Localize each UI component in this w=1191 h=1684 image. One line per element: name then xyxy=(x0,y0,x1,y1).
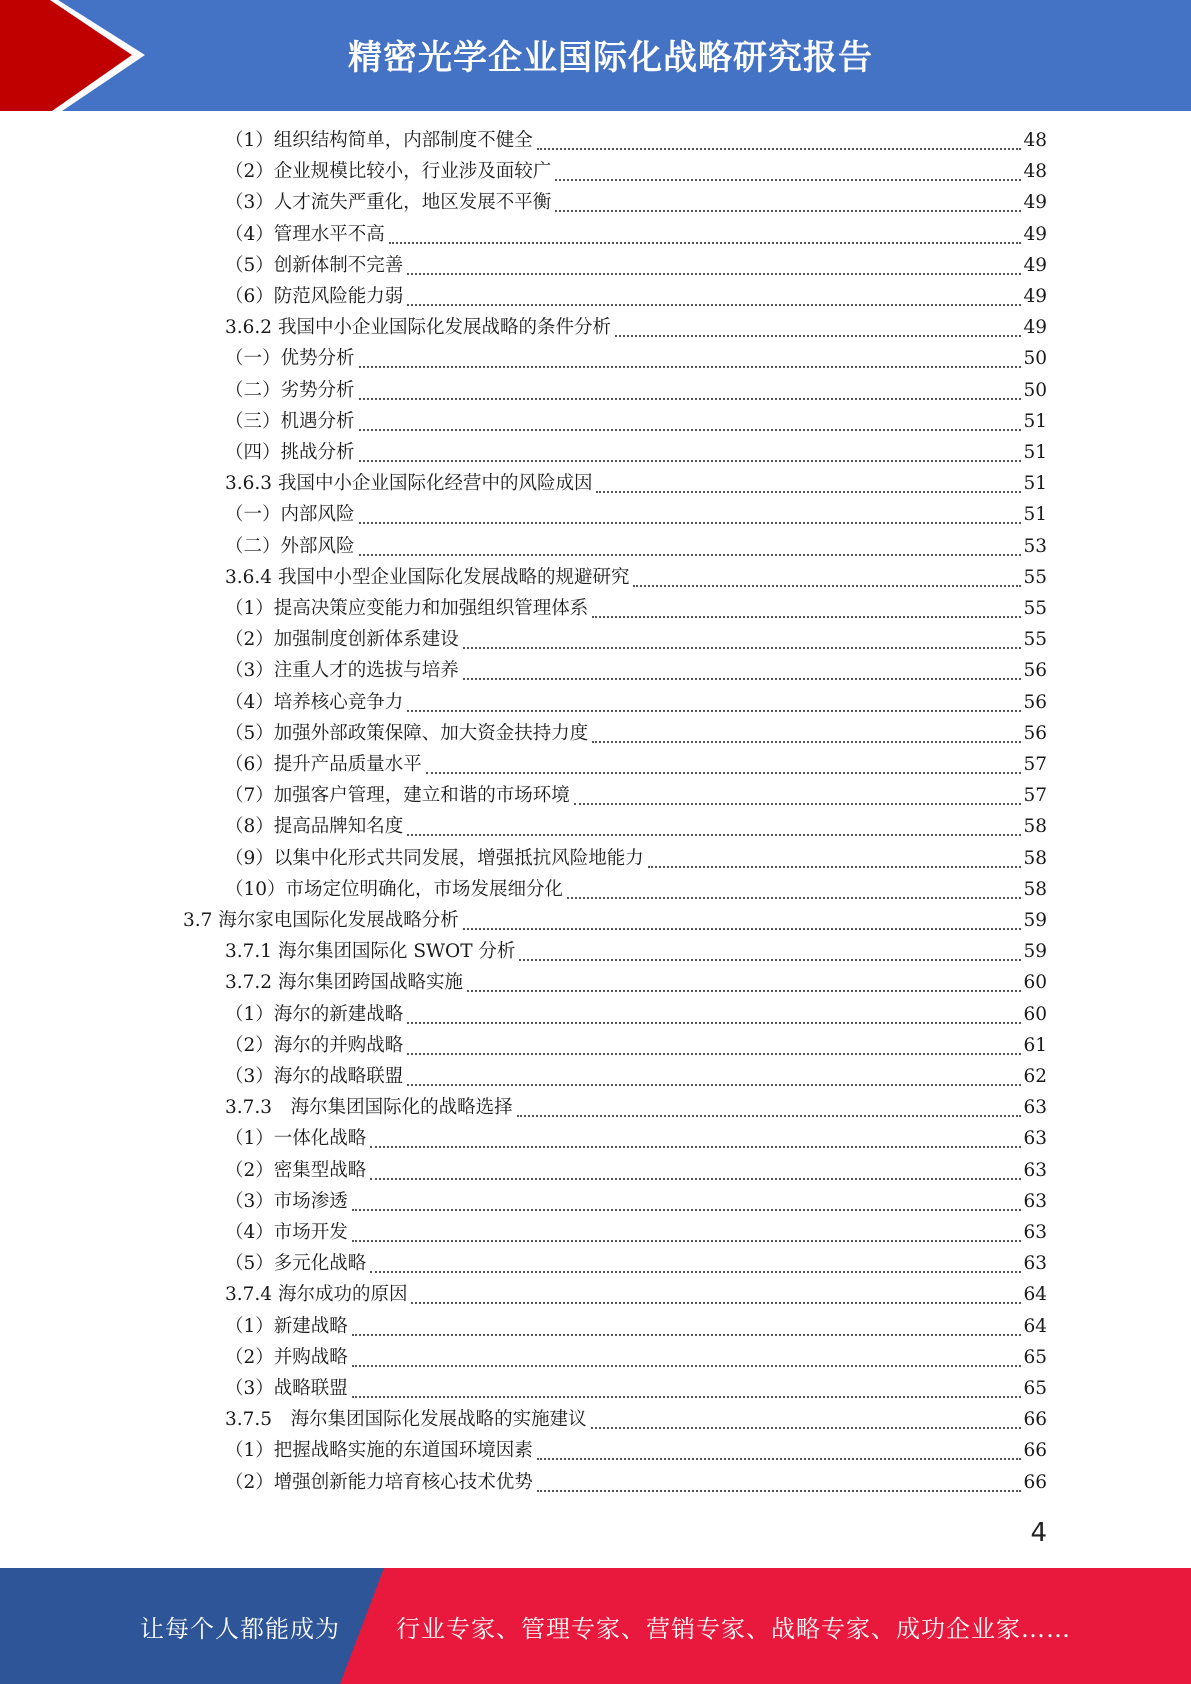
toc-entry-page: 65 xyxy=(1023,1347,1047,1368)
toc-entry-label: （1）新建战略 xyxy=(225,1316,348,1337)
toc-entry-label: （5）多元化战略 xyxy=(225,1253,367,1274)
toc-dot-leader xyxy=(592,741,1021,743)
toc-entry-label: （3）注重人才的选拔与培养 xyxy=(225,660,459,681)
toc-dot-leader xyxy=(555,179,1021,181)
toc-dot-leader xyxy=(359,522,1022,524)
toc-entry-label: （5）加强外部政策保障、加大资金扶持力度 xyxy=(225,723,589,744)
toc-entry-page: 62 xyxy=(1023,1066,1047,1087)
toc-dot-leader xyxy=(359,554,1022,556)
toc-entry-label: （3）战略联盟 xyxy=(225,1378,348,1399)
toc-entry-page: 49 xyxy=(1023,317,1047,338)
toc-dot-leader xyxy=(370,1271,1021,1273)
toc-entry-page: 50 xyxy=(1023,380,1047,401)
toc-entry[interactable] xyxy=(225,1374,1047,1405)
toc-entry-page: 57 xyxy=(1023,754,1047,775)
toc-dot-leader xyxy=(407,273,1021,275)
toc-entry-label: （4）管理水平不高 xyxy=(225,224,385,245)
toc-dot-leader xyxy=(359,429,1022,431)
toc-entry-label: （3）人才流失严重化，地区发展不平衡 xyxy=(225,192,552,213)
toc-dot-leader xyxy=(352,1240,1022,1242)
toc-entry-page: 63 xyxy=(1023,1253,1047,1274)
toc-entry[interactable] xyxy=(225,1312,1047,1343)
toc-dot-leader xyxy=(648,866,1022,868)
toc-entry-label: （4）培养核心竞争力 xyxy=(225,692,404,713)
toc-entry-label: （8）提高品牌知名度 xyxy=(225,816,404,837)
toc-entry-page: 51 xyxy=(1023,504,1047,525)
toc-entry-page: 53 xyxy=(1023,536,1047,557)
toc-entry-page: 50 xyxy=(1023,348,1047,369)
toc-entry[interactable] xyxy=(225,500,1047,531)
toc-dot-leader xyxy=(463,647,1022,649)
toc-entry-label: （5）创新体制不完善 xyxy=(225,255,404,276)
toc-dot-leader xyxy=(359,366,1022,368)
toc-entry-label: （2）加强制度创新体系建设 xyxy=(225,629,459,650)
toc-entry[interactable] xyxy=(225,469,1047,500)
toc-entry[interactable] xyxy=(225,968,1047,999)
toc-entry-label: （二）外部风险 xyxy=(225,536,355,557)
toc-entry-page: 57 xyxy=(1023,785,1047,806)
toc-entry-page: 56 xyxy=(1023,723,1047,744)
toc-entry-page: 49 xyxy=(1023,255,1047,276)
toc-entry[interactable] xyxy=(225,1280,1047,1311)
toc-dot-leader xyxy=(537,1458,1022,1460)
toc-entry[interactable] xyxy=(225,625,1047,656)
toc-entry[interactable] xyxy=(225,157,1047,188)
toc-entry-page: 59 xyxy=(1023,910,1047,931)
toc-entry[interactable] xyxy=(225,937,1047,968)
toc-entry-page: 60 xyxy=(1023,972,1047,993)
toc-dot-leader xyxy=(370,1178,1021,1180)
toc-entry[interactable] xyxy=(225,313,1047,344)
toc-entry-page: 63 xyxy=(1023,1097,1047,1118)
toc-entry-label: 3.6.3 我国中小企业国际化经营中的风险成因 xyxy=(225,473,593,494)
toc-entry-page: 49 xyxy=(1023,192,1047,213)
toc-entry-label: 3.7.2 海尔集团跨国战略实施 xyxy=(225,972,463,993)
toc-entry-label: （6）防范风险能力弱 xyxy=(225,286,404,307)
toc-entry-page: 63 xyxy=(1023,1160,1047,1181)
toc-dot-leader xyxy=(592,616,1021,618)
toc-entry-page: 66 xyxy=(1023,1409,1047,1430)
toc-entry-label: （7）加强客户管理，建立和谐的市场环境 xyxy=(225,785,570,806)
toc-dot-leader xyxy=(352,1334,1022,1336)
page-number: 4 xyxy=(1030,1518,1047,1548)
toc-dot-leader xyxy=(407,1022,1021,1024)
toc-entry-label: （三）机遇分析 xyxy=(225,411,355,432)
toc-entry[interactable] xyxy=(225,1031,1047,1062)
toc-entry[interactable] xyxy=(225,407,1047,438)
toc-entry-page: 51 xyxy=(1023,411,1047,432)
toc-entry[interactable] xyxy=(225,1436,1047,1467)
toc-entry-page: 58 xyxy=(1023,848,1047,869)
toc-entry-label: （6）提升产品质量水平 xyxy=(225,754,422,775)
toc-entry-page: 63 xyxy=(1023,1128,1047,1149)
toc-dot-leader xyxy=(352,1396,1022,1398)
toc-entry-label: （四）挑战分析 xyxy=(225,442,355,463)
toc-entry-label: 3.7.1 海尔集团国际化 SWOT 分析 xyxy=(225,941,516,962)
toc-entry-page: 51 xyxy=(1023,442,1047,463)
toc-entry-label: （1）提高决策应变能力和加强组织管理体系 xyxy=(225,598,589,619)
toc-entry[interactable] xyxy=(225,438,1047,469)
toc-entry-page: 49 xyxy=(1023,224,1047,245)
toc-entry[interactable] xyxy=(225,563,1047,594)
toc-entry-page: 59 xyxy=(1023,941,1047,962)
toc-dot-leader xyxy=(370,1146,1021,1148)
toc-entry[interactable] xyxy=(225,1187,1047,1218)
toc-dot-leader xyxy=(467,990,1021,992)
toc-entry[interactable] xyxy=(225,750,1047,781)
page-footer xyxy=(0,1568,1191,1684)
toc-entry-label: （2）企业规模比较小，行业涉及面较广 xyxy=(225,161,552,182)
toc-entry-label: （1）海尔的新建战略 xyxy=(225,1004,404,1025)
toc-entry-page: 55 xyxy=(1023,629,1047,650)
toc-entry-page: 55 xyxy=(1023,567,1047,588)
toc-entry[interactable] xyxy=(225,1156,1047,1187)
toc-entry[interactable] xyxy=(225,1000,1047,1031)
toc-entry-label: （4）市场开发 xyxy=(225,1222,348,1243)
toc-entry-label: （9）以集中化形式共同发展，增强抵抗风险地能力 xyxy=(225,848,644,869)
toc-dot-leader xyxy=(411,1302,1021,1304)
toc-entry-page: 64 xyxy=(1023,1284,1047,1305)
toc-dot-leader xyxy=(517,1115,1022,1117)
toc-entry[interactable] xyxy=(225,719,1047,750)
toc-entry-label: （一）内部风险 xyxy=(225,504,355,525)
toc-dot-leader xyxy=(567,897,1021,899)
toc-entry[interactable] xyxy=(225,1218,1047,1249)
toc-dot-leader xyxy=(591,1427,1022,1429)
toc-dot-leader xyxy=(352,1209,1022,1211)
toc-entry[interactable] xyxy=(225,188,1047,219)
toc-entry-label: （10）市场定位明确化，市场发展细分化 xyxy=(225,879,564,900)
toc-entry[interactable] xyxy=(225,656,1047,687)
toc-entry[interactable] xyxy=(225,812,1047,843)
toc-entry-page: 55 xyxy=(1023,598,1047,619)
toc-entry[interactable] xyxy=(225,1405,1047,1436)
toc-entry[interactable] xyxy=(225,532,1047,563)
toc-entry[interactable] xyxy=(225,220,1047,251)
toc-entry-page: 66 xyxy=(1023,1440,1047,1461)
toc-entry-label: （1）一体化战略 xyxy=(225,1128,367,1149)
toc-entry-label: 3.7.4 海尔成功的原因 xyxy=(225,1284,408,1305)
page-header xyxy=(0,0,1191,111)
toc-dot-leader xyxy=(537,148,1022,150)
toc-dot-leader xyxy=(407,1084,1021,1086)
toc-entry-label: （2）密集型战略 xyxy=(225,1160,367,1181)
toc-dot-leader xyxy=(633,585,1021,587)
toc-entry-page: 58 xyxy=(1023,816,1047,837)
toc-entry-page: 48 xyxy=(1023,130,1047,151)
toc-entry-label: （1）组织结构简单，内部制度不健全 xyxy=(225,130,533,151)
toc-dot-leader xyxy=(407,834,1021,836)
toc-entry-page: 63 xyxy=(1023,1222,1047,1243)
toc-dot-leader xyxy=(426,772,1022,774)
toc-dot-leader xyxy=(352,1365,1022,1367)
footer-slogan-right: 行业专家、管理专家、营销专家、战略专家、成功企业家…… xyxy=(396,1614,1071,1643)
toc-entry-page: 56 xyxy=(1023,692,1047,713)
toc-entry[interactable] xyxy=(225,875,1047,906)
toc-entry[interactable] xyxy=(225,1062,1047,1093)
toc-entry[interactable] xyxy=(225,688,1047,719)
toc-entry-label: （3）海尔的战略联盟 xyxy=(225,1066,404,1087)
toc-entry-page: 66 xyxy=(1023,1472,1047,1493)
toc-entry-page: 64 xyxy=(1023,1316,1047,1337)
toc-entry-page: 63 xyxy=(1023,1191,1047,1212)
toc-entry[interactable] xyxy=(225,251,1047,282)
toc-entry-label: 3.7.3 海尔集团国际化的战略选择 xyxy=(225,1097,513,1118)
toc-entry[interactable] xyxy=(225,1124,1047,1155)
toc-dot-leader xyxy=(463,678,1022,680)
toc-entry-page: 56 xyxy=(1023,660,1047,681)
footer-slogan-left: 让每个人都能成为 xyxy=(140,1614,340,1643)
toc-entry[interactable] xyxy=(225,781,1047,812)
toc-entry[interactable] xyxy=(225,376,1047,407)
toc-entry[interactable] xyxy=(225,1249,1047,1280)
toc-entry-label: （3）市场渗透 xyxy=(225,1191,348,1212)
toc-entry[interactable] xyxy=(225,1343,1047,1374)
toc-dot-leader xyxy=(407,304,1021,306)
toc-dot-leader xyxy=(537,1490,1022,1492)
toc-entry-label: （2）海尔的并购战略 xyxy=(225,1035,404,1056)
toc-entry-page: 65 xyxy=(1023,1378,1047,1399)
toc-entry-label: （1）把握战略实施的东道国环境因素 xyxy=(225,1440,533,1461)
toc-entry-label: 3.6.2 我国中小企业国际化发展战略的条件分析 xyxy=(225,317,611,338)
toc-entry-page: 49 xyxy=(1023,286,1047,307)
toc-entry-label: （一）优势分析 xyxy=(225,348,355,369)
toc-dot-leader xyxy=(596,491,1021,493)
toc-dot-leader xyxy=(615,335,1021,337)
toc-entry-page: 60 xyxy=(1023,1004,1047,1025)
toc-dot-leader xyxy=(519,959,1021,961)
toc-dot-leader xyxy=(359,460,1022,462)
toc-entry-label: （2）增强创新能力培育核心技术优势 xyxy=(225,1472,533,1493)
toc-entry-page: 58 xyxy=(1023,879,1047,900)
toc-dot-leader xyxy=(555,210,1021,212)
toc-dot-leader xyxy=(407,710,1021,712)
document-title: 精密光学企业国际化战略研究报告 xyxy=(348,37,873,78)
toc-entry-page: 61 xyxy=(1023,1035,1047,1056)
toc-entry[interactable] xyxy=(225,282,1047,313)
toc-dot-leader xyxy=(359,398,1022,400)
toc-entry-label: 3.7 海尔家电国际化发展战略分析 xyxy=(183,910,459,931)
toc-entry-label: 3.6.4 我国中小型企业国际化发展战略的规避研究 xyxy=(225,567,630,588)
toc-entry-page: 48 xyxy=(1023,161,1047,182)
toc-dot-leader xyxy=(407,1053,1021,1055)
toc-entry[interactable] xyxy=(225,1468,1047,1499)
toc-entry-label: （2）并购战略 xyxy=(225,1347,348,1368)
toc-dot-leader xyxy=(574,803,1022,805)
toc-entry[interactable] xyxy=(183,906,1047,937)
toc-entry-label: 3.7.5 海尔集团国际化发展战略的实施建议 xyxy=(225,1409,587,1430)
toc-dot-leader xyxy=(463,928,1022,930)
toc-entry[interactable] xyxy=(225,1093,1047,1124)
toc-entry[interactable] xyxy=(225,126,1047,157)
toc-entry-label: （二）劣势分析 xyxy=(225,380,355,401)
toc-entry[interactable] xyxy=(225,344,1047,375)
toc-entry-page: 51 xyxy=(1023,473,1047,494)
toc-entry[interactable] xyxy=(225,594,1047,625)
toc-entry[interactable] xyxy=(225,844,1047,875)
toc-dot-leader xyxy=(389,242,1022,244)
